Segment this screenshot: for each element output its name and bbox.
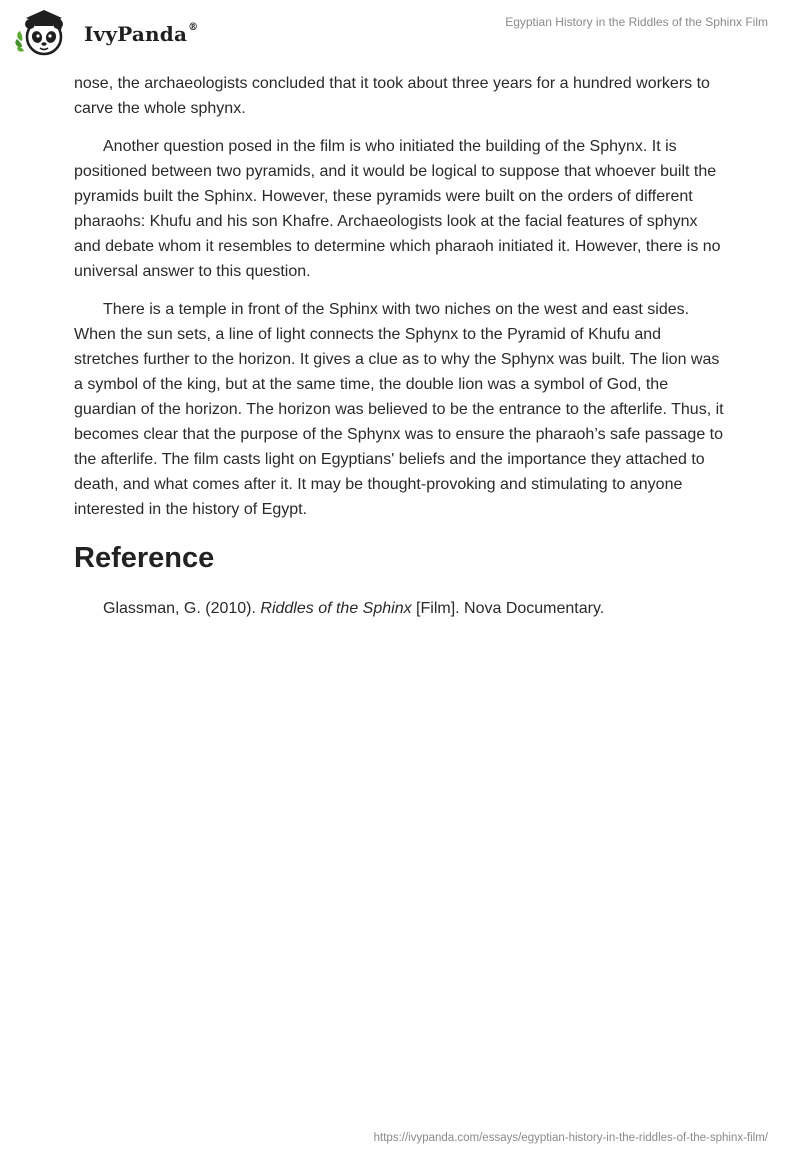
brand-name [84,22,198,46]
document-title: Egyptian History in the Riddles of the Sphinx Film [505,15,768,29]
registered-mark: ® [188,22,199,34]
brand-name-text: IvyPanda [84,22,188,46]
logo[interactable] [14,7,198,57]
panda-graduation-cap-icon [14,7,78,57]
paragraph: There is a temple in front of the Sphinx with two niches on the west and east sides. When the sun sets, a line of light connects the Sphynx to the Pyramid of Khufu and stretches further to the horizon. It gives a clue as to why the Sphynx was built. The lion was a symbol of the king, but at the same time, the double lion was a symbol of God, the guardian of the horizon. The horizon was believed to be the entrance to the afterlife. Thus, it becomes clear that the purpose of the Sphynx was to ensure the pharaoh’s safe passage to the afterlife. The film casts light on Egyptians' beliefs and the importance they attached to death, and what comes after it. It may be thought-provoking and stimulating to anyone interested in the history of Egypt. [74,301,724,518]
essay-content [74,71,728,621]
page-header [0,0,800,62]
reference-heading: Reference [74,542,215,574]
reference-entry [74,596,728,621]
reference-source: [Film]. Nova Documentary. [411,600,605,617]
source-url[interactable]: https://ivypanda.com/essays/egyptian-history-in-the-riddles-of-the-sphinx-film/ [373,1132,768,1144]
reference-author-year: Glassman, G. (2010). [103,600,261,617]
reference-title: Riddles of the Sphinx [260,600,412,617]
paragraph: Another question posed in the film is who initiated the building of the Sphynx. It is positioned between two pyramids, and it would be logical to suppose that whoever built the pyramids built the Sphinx. However, these pyramids were built on the orders of different pharaohs: Khufu and his son Khafre. Archaeologists look at the facial features of sphynx and debate whom it resembles to determine which pharaoh initiated it. However, there is no universal answer to this question. [74,138,721,280]
paragraph-continued: nose, the archaeologists concluded that it took about three years for a hundred workers to carve the whole sphynx. [74,75,710,117]
